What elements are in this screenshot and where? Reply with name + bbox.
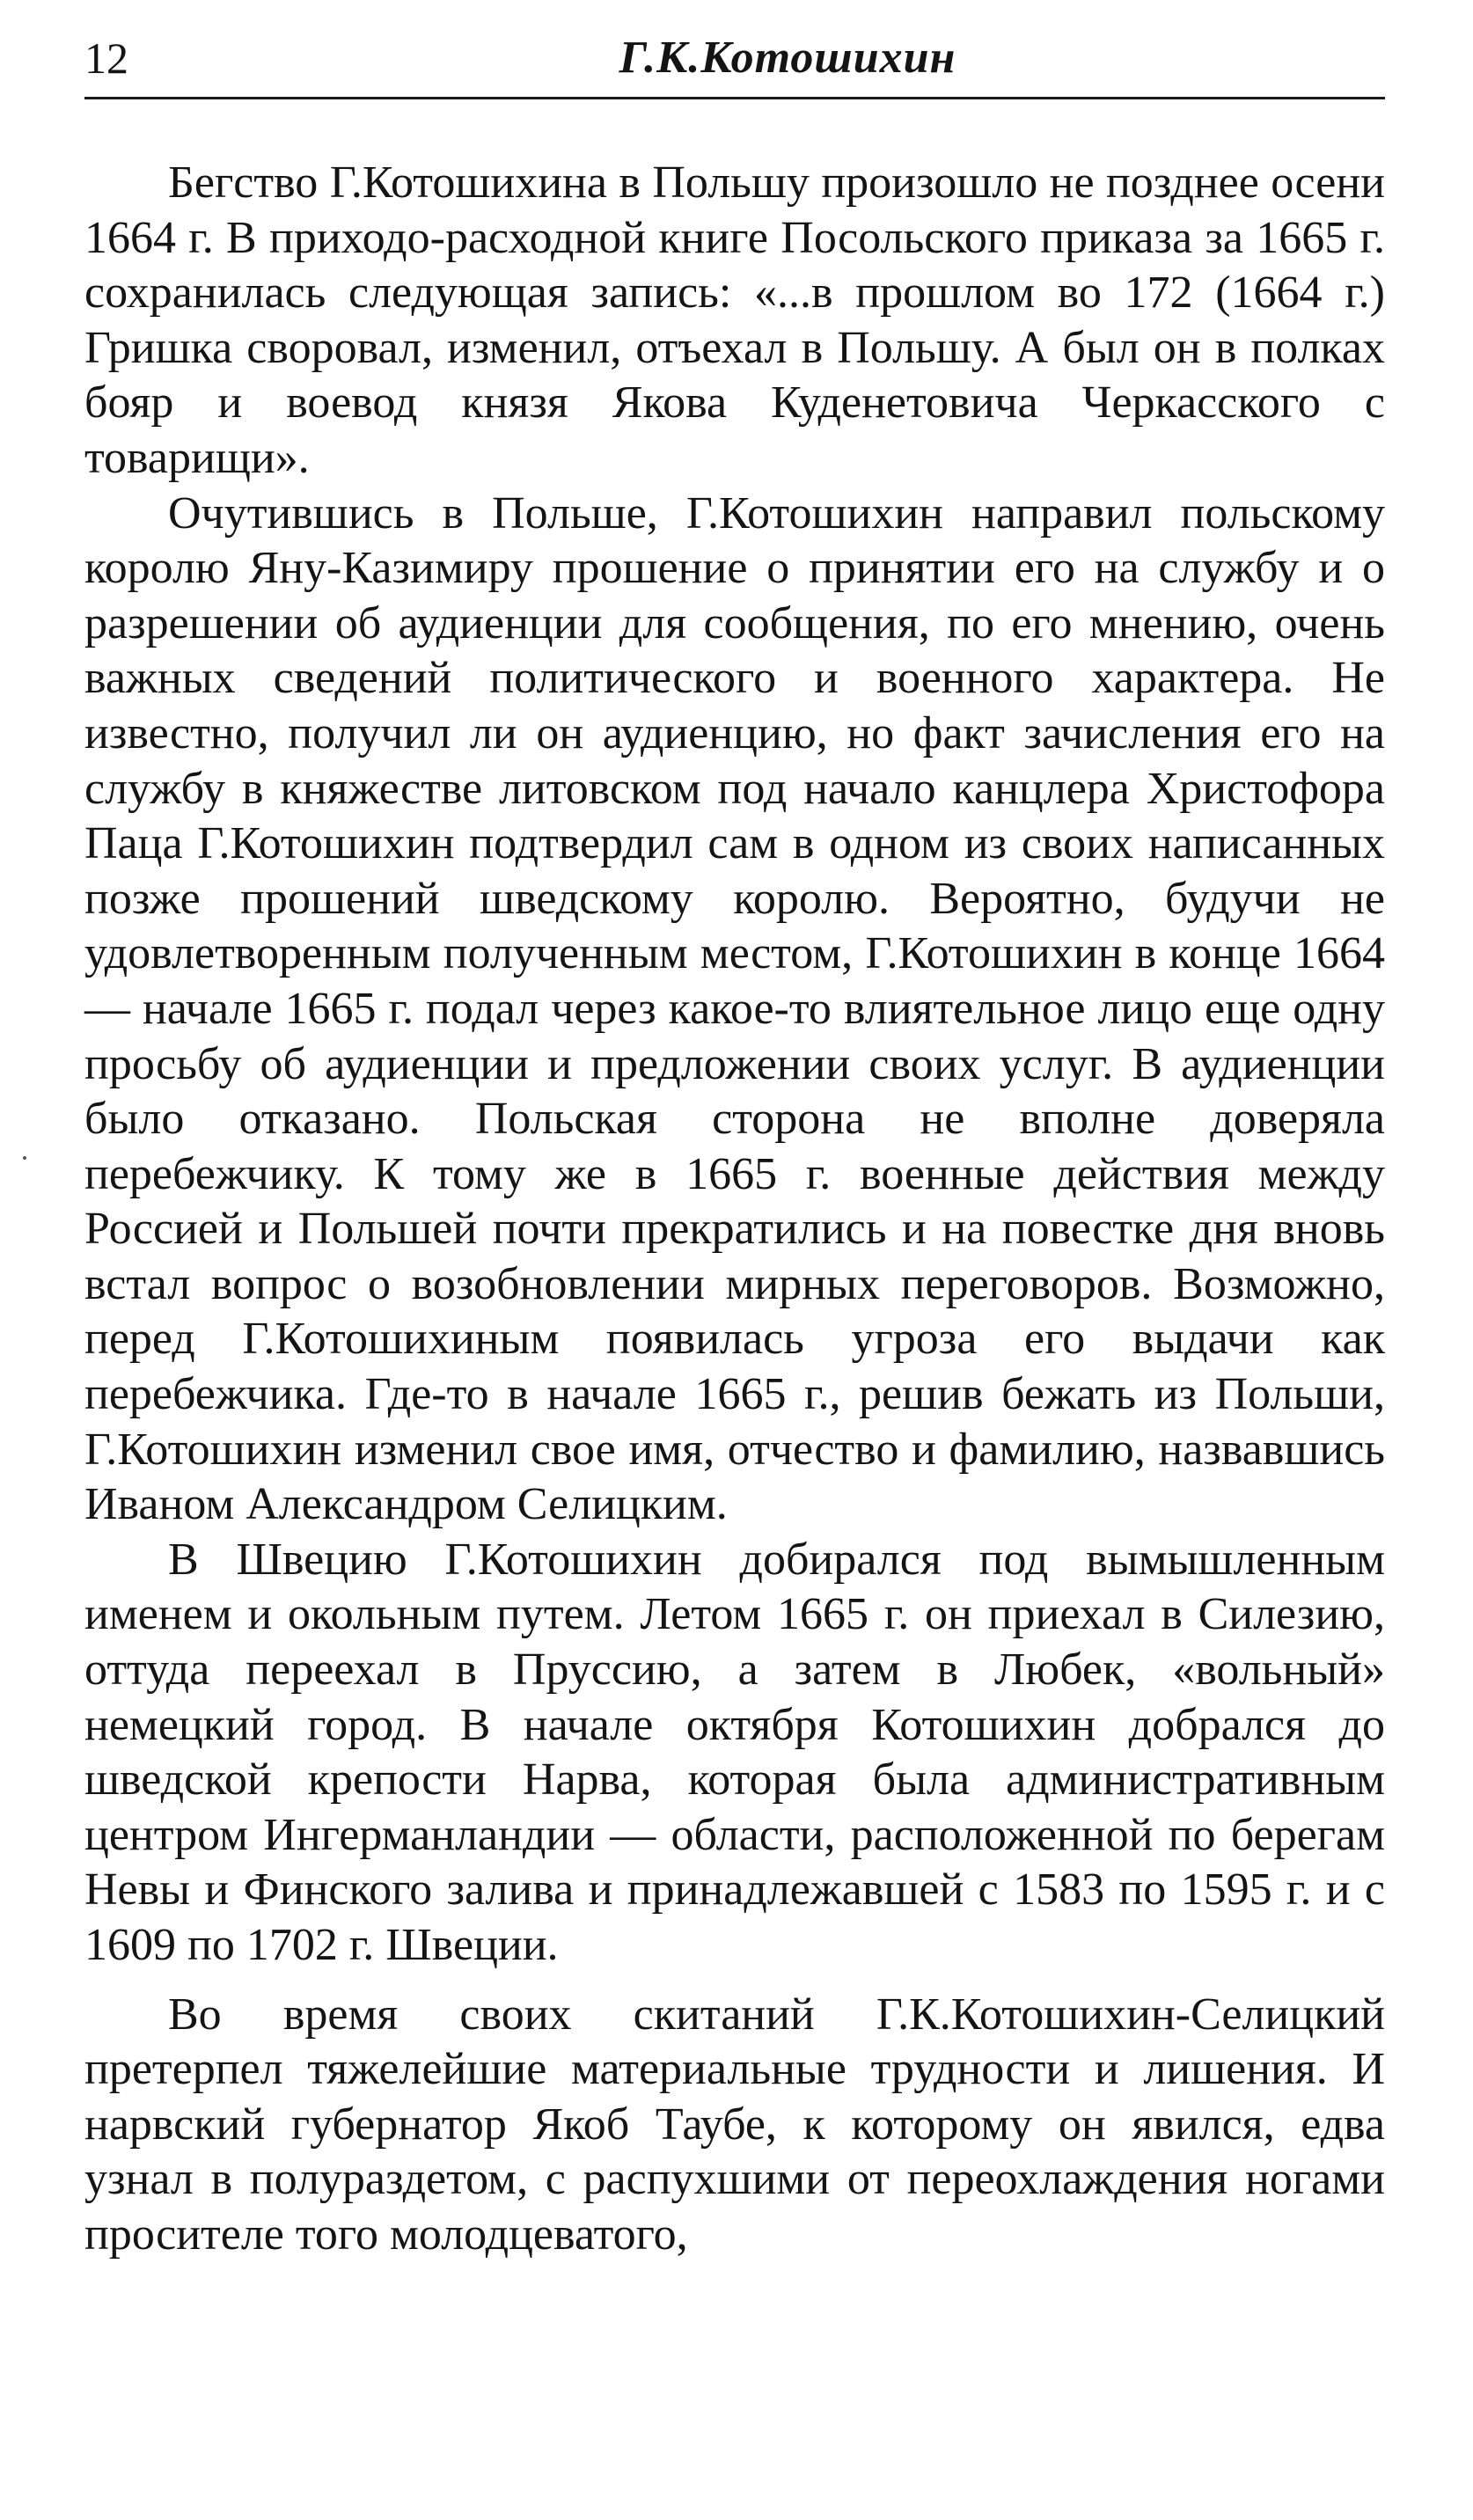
body-text — [84, 156, 1385, 2263]
margin-mark — [23, 1156, 26, 1160]
running-title: Г.К.Котошихин — [619, 33, 956, 83]
paragraph-to-sweden: В Швецию Г.Котошихин добирался под вымышленным именем и окольным путем. Летом 1665 г. он приехал в Силезию, оттуда переехал в Пруссию, а затем в Любек, «вольный» немецкий город. В начале октября Котошихин добрался до шведской крепости Нарва, которая была административным центром Ингерманландии — области, расположенной по берегам Невы и Финского залива и принадлежавшей с 1583 по 1595 г. и с 1609 по 1702 г. Швеции. — [84, 1534, 1385, 1970]
page-number: 12 — [84, 33, 128, 83]
book-page — [84, 23, 1385, 2263]
paragraph-escape-to-poland: Бегство Г.Котошихина в Польшу произошло не позднее осени 1664 г. В приходо-расходной книге Посольского приказа за 1665 г. сохранилась следующая запись: «...в прошлом во 172 (1664 г.) Гришка своровал, изменил, отъехал в Польшу. А был он в полках бояр и воевод князя Якова Куденетовича Черкасского с товарищи». — [84, 158, 1385, 483]
running-header — [84, 23, 1385, 99]
paragraph-hardships: Во время своих скитаний Г.К.Котошихин-Селицкий претерпел тяжелейшие материальные трудности и лишения. И нарвский губернатор Якоб Таубе, к которому он явился, едва узнал в полураздетом, с распухшими от переохлаждения ногами просителе того молодцеватого, — [84, 1989, 1385, 2260]
paragraph-in-poland: Очутившись в Польше, Г.Котошихин направил польскому королю Яну-Казимиру прошение о принятии его на службу и о разрешении об аудиенции для сообщения, по его мнению, очень важных сведений политического и военного характера. Не известно, получил ли он аудиенцию, но факт зачисления его на службу в княжестве литовском под начало канцлера Христофора Паца Г.Котошихин подтвердил сам в одном из своих написанных позже прошений шведскому королю. Вероятно, будучи не удовлетворенным полученным местом, Г.Котошихин в конце 1664 — начале 1665 г. подал через какое-то влиятельное лицо еще одну просьбу об аудиенции и предложении своих услуг. В аудиенции было отказано. Польская сторона не вполне доверяла перебежчику. К тому же в 1665 г. военные действия между Россией и Польшей почти прекратились и на повестке дня вновь встал вопрос о возобновлении мирных переговоров. Возможно, перед Г.Котошихиным появилась угроза его выдачи как перебежчика. Где-то в начале 1665 г., решив бежать из Польши, Г.Котошихин изменил свое имя, отчество и фамилию, назвавшись Иваном Александром Селицким. — [84, 487, 1385, 1530]
